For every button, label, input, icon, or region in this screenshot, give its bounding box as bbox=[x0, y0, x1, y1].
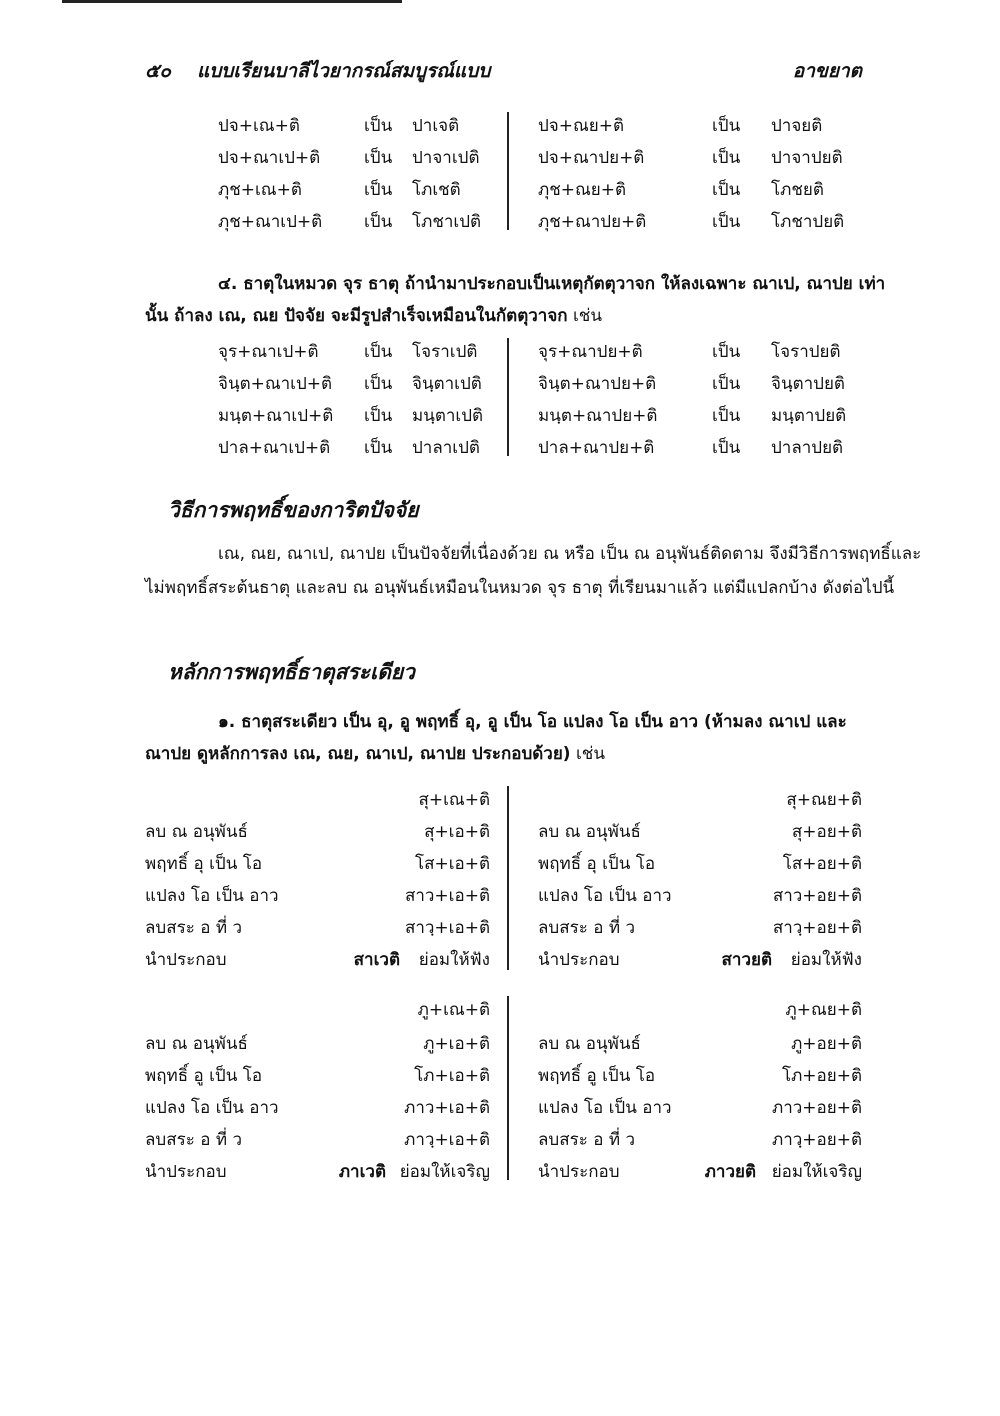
note-4-line-1: ๔. ธาตุในหมวด จุร ธาตุ ถ้านำมาประกอบเป็นเหตุกัตตุวาจก ให้ลงเฉพาะ ณาเป, ณาปย เท่า bbox=[218, 274, 886, 294]
connector: เป็น bbox=[364, 438, 393, 458]
rule-1-bold-text: ณาปย ดูหลักการลง เณ, ณย, ณาเป, ณาปย ประกอบด้วย) bbox=[145, 744, 571, 764]
step-form: สุ+อย+ติ bbox=[791, 822, 862, 842]
stem-formula: ภุช+ณาปย+ติ bbox=[538, 212, 647, 232]
stem-formula: ปจ+เณ+ติ bbox=[218, 116, 300, 136]
connector: เป็น bbox=[712, 116, 741, 136]
final-label: นำประกอบ bbox=[145, 950, 227, 970]
column-divider bbox=[507, 338, 509, 456]
section-1-paragraph-line-1: เณ, ณย, ณาเป, ณาปย เป็นปัจจัยที่เนื่องด้วย ณ หรือ เป็น ณ อนุพันธ์ติดตาม จึงมีวิธีการพฤทธิ์และ bbox=[218, 544, 922, 564]
step-label: ลบสระ อ ที่ ว bbox=[145, 1130, 243, 1150]
connector: เป็น bbox=[712, 438, 741, 458]
step-label: ลบ ณ อนุพันธ์ bbox=[145, 822, 248, 842]
step-form: ภาว+เอ+ติ bbox=[404, 1098, 490, 1118]
section-heading: วิธีการพฤทธิ์ของการิตปัจจัย bbox=[168, 498, 419, 522]
meaning: ย่อมให้เจริญ bbox=[771, 1162, 862, 1182]
stem-formula: ปจ+ณาเป+ติ bbox=[218, 148, 321, 168]
connector: เป็น bbox=[364, 148, 393, 168]
connector: เป็น bbox=[364, 180, 393, 200]
rule-1-line-2 bbox=[145, 738, 605, 770]
step-form: ภู+อย+ติ bbox=[791, 1034, 862, 1054]
connector: เป็น bbox=[712, 212, 741, 232]
note-4-bold-text: นั้น ถ้าลง เณ, ณย ปัจจัย จะมีรูปสำเร็จเหมือนในกัตตุวาจก bbox=[145, 306, 568, 326]
result-form: โภชาปยติ bbox=[771, 212, 845, 232]
start-formula: สุ+ณย+ติ bbox=[786, 790, 862, 810]
result-form: โจราปยติ bbox=[771, 342, 841, 362]
final-word: ภาวยติ bbox=[704, 1162, 756, 1182]
step-label: แปลง โอ เป็น อาว bbox=[145, 1098, 279, 1118]
step-form: ภู+เอ+ติ bbox=[423, 1034, 490, 1054]
result-form: ปาจยติ bbox=[771, 116, 823, 136]
result-form: โภชยติ bbox=[771, 180, 824, 200]
result-form: โภชาเปติ bbox=[412, 212, 482, 232]
final-word: ภาเวติ bbox=[338, 1162, 386, 1182]
step-form: โส+เอ+ติ bbox=[414, 854, 490, 874]
connector: เป็น bbox=[364, 212, 393, 232]
result-form: มนฺตาปยติ bbox=[771, 406, 847, 426]
rule-1-line-1: ๑. ธาตุสระเดียว เป็น อุ, อู พฤทธิ์ อุ, อู เป็น โอ แปลง โอ เป็น อาว (ห้ามลง ณาเป และ bbox=[218, 712, 847, 732]
stem-formula: ปาล+ณาปย+ติ bbox=[538, 438, 655, 458]
step-form: สุ+เอ+ติ bbox=[424, 822, 490, 842]
stem-formula: จินฺต+ณาเป+ติ bbox=[218, 374, 333, 394]
result-form: โภเชติ bbox=[412, 180, 461, 200]
step-label: พฤทธิ์ อุ เป็น โอ bbox=[538, 854, 656, 874]
start-formula: ภู+เณ+ติ bbox=[417, 1000, 490, 1020]
connector: เป็น bbox=[364, 116, 393, 136]
result-form: ปาลาปยติ bbox=[771, 438, 844, 458]
step-form: สาวฺ+เอ+ติ bbox=[404, 918, 490, 938]
step-label: แปลง โอ เป็น อาว bbox=[145, 886, 279, 906]
column-divider bbox=[507, 786, 509, 970]
step-label: ลบสระ อ ที่ ว bbox=[538, 918, 636, 938]
step-form: ภาว+อย+ติ bbox=[772, 1098, 862, 1118]
step-form: สาวฺ+อย+ติ bbox=[772, 918, 862, 938]
start-formula: ภู+ณย+ติ bbox=[785, 1000, 862, 1020]
section-1-paragraph-line-2: ไม่พฤทธิ์สระต้นธาตุ และลบ ณ อนุพันธ์เหมือนในหมวด จุร ธาตุ ที่เรียนมาแล้ว แต่มีแปลกบ้าง ดังต่อไปนี้ bbox=[145, 578, 895, 598]
step-label: ลบ ณ อนุพันธ์ bbox=[538, 1034, 641, 1054]
result-form: จินฺตาปยติ bbox=[771, 374, 845, 394]
section-heading: หลักการพฤทธิ์ธาตุสระเดียว bbox=[168, 660, 415, 684]
stem-formula: ปจ+ณย+ติ bbox=[538, 116, 625, 136]
step-form: โภ+อย+ติ bbox=[781, 1066, 862, 1086]
connector: เป็น bbox=[712, 148, 741, 168]
result-form: ปาจาปยติ bbox=[771, 148, 843, 168]
stem-formula: จินฺต+ณาปย+ติ bbox=[538, 374, 657, 394]
step-form: โภ+เอ+ติ bbox=[414, 1066, 490, 1086]
result-form: โจราเปติ bbox=[412, 342, 478, 362]
connector: เป็น bbox=[364, 374, 393, 394]
page-number: ๕๐ bbox=[145, 60, 171, 82]
top-rule bbox=[62, 0, 402, 3]
meaning: ย่อมให้ฟัง bbox=[790, 950, 862, 970]
column-divider bbox=[507, 112, 509, 230]
final-label: นำประกอบ bbox=[538, 1162, 620, 1182]
step-form: ภาวฺ+เอ+ติ bbox=[404, 1130, 490, 1150]
step-label: ลบ ณ อนุพันธ์ bbox=[145, 1034, 248, 1054]
step-label: ลบ ณ อนุพันธ์ bbox=[538, 822, 641, 842]
step-label: ลบสระ อ ที่ ว bbox=[538, 1130, 636, 1150]
stem-formula: ปาล+ณาเป+ติ bbox=[218, 438, 331, 458]
stem-formula: มนฺต+ณาปย+ติ bbox=[538, 406, 658, 426]
step-label: ลบสระ อ ที่ ว bbox=[145, 918, 243, 938]
step-label: พฤทธิ์ อู เป็น โอ bbox=[145, 1066, 263, 1086]
start-formula: สุ+เณ+ติ bbox=[418, 790, 490, 810]
stem-formula: จุร+ณาเป+ติ bbox=[218, 342, 319, 362]
step-label: แปลง โอ เป็น อาว bbox=[538, 1098, 672, 1118]
step-label: พฤทธิ์ อู เป็น โอ bbox=[538, 1066, 656, 1086]
book-title: แบบเรียนบาลีไวยากรณ์สมบูรณ์แบบ bbox=[197, 60, 491, 82]
stem-formula: มนฺต+ณาเป+ติ bbox=[218, 406, 334, 426]
section-label: อาขยาต bbox=[792, 60, 862, 82]
stem-formula: ภุช+ณาเป+ติ bbox=[218, 212, 323, 232]
stem-formula: ปจ+ณาปย+ติ bbox=[538, 148, 645, 168]
connector: เป็น bbox=[712, 406, 741, 426]
stem-formula: ภุช+ณย+ติ bbox=[538, 180, 627, 200]
step-form: โส+อย+ติ bbox=[782, 854, 862, 874]
note-4-line-2 bbox=[145, 300, 602, 332]
result-form: จินฺตาเปติ bbox=[412, 374, 482, 394]
step-form: สาว+อย+ติ bbox=[772, 886, 862, 906]
step-form: ภาวฺ+อย+ติ bbox=[772, 1130, 862, 1150]
result-form: ปาจาเปติ bbox=[412, 148, 480, 168]
connector: เป็น bbox=[364, 342, 393, 362]
meaning: ย่อมให้ฟัง bbox=[418, 950, 490, 970]
final-word: สาวยติ bbox=[721, 950, 772, 970]
final-label: นำประกอบ bbox=[538, 950, 620, 970]
note-4-tail: เช่น bbox=[567, 306, 602, 326]
final-word: สาเวติ bbox=[353, 950, 400, 970]
result-form: มนฺตาเปติ bbox=[412, 406, 484, 426]
column-divider bbox=[507, 996, 509, 1180]
result-form: ปาเจติ bbox=[412, 116, 460, 136]
step-label: แปลง โอ เป็น อาว bbox=[538, 886, 672, 906]
step-form: สาว+เอ+ติ bbox=[404, 886, 490, 906]
rule-1-tail: เช่น bbox=[570, 744, 605, 764]
meaning: ย่อมให้เจริญ bbox=[399, 1162, 490, 1182]
connector: เป็น bbox=[712, 342, 741, 362]
final-label: นำประกอบ bbox=[145, 1162, 227, 1182]
result-form: ปาลาเปติ bbox=[412, 438, 480, 458]
stem-formula: จุร+ณาปย+ติ bbox=[538, 342, 643, 362]
step-label: พฤทธิ์ อุ เป็น โอ bbox=[145, 854, 263, 874]
connector: เป็น bbox=[712, 180, 741, 200]
connector: เป็น bbox=[712, 374, 741, 394]
connector: เป็น bbox=[364, 406, 393, 426]
stem-formula: ภุช+เณ+ติ bbox=[218, 180, 302, 200]
